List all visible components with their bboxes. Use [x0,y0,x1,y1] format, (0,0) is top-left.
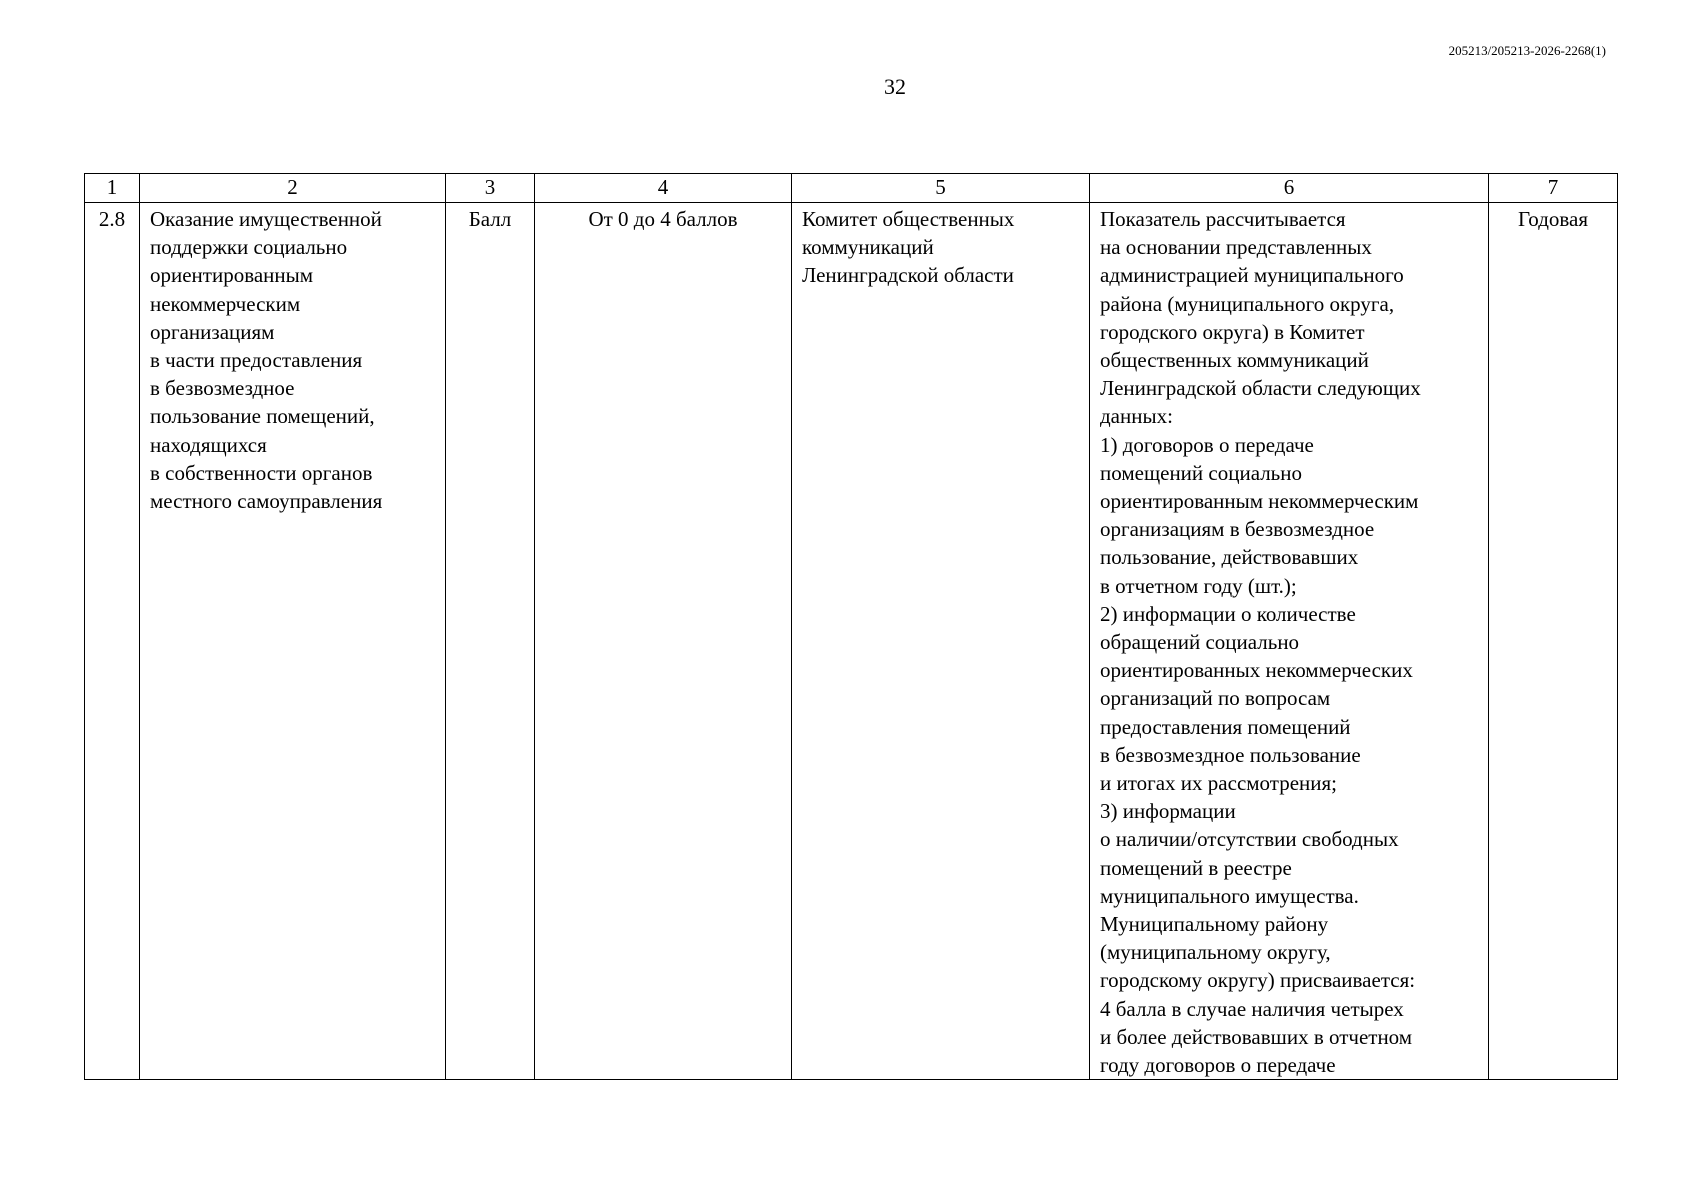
calculation-method-line: о наличии/отсутствии свободных [1100,827,1399,852]
indicator-name-line: местного самоуправления [150,489,383,514]
column-header-1: 1 [85,174,140,203]
column-header-2: 2 [140,174,446,203]
calculation-method-line: данных: [1100,404,1173,429]
calculation-method-line: городскому округу) присваивается: [1100,968,1416,993]
column-header-5: 5 [792,174,1090,203]
indicator-name-line: некоммерческим [150,291,301,316]
column-header-4: 4 [535,174,792,203]
calculation-method-line: обращений социально [1100,630,1300,655]
unit-cell: Балл [446,203,535,1080]
indicator-table [84,173,1618,1080]
calculation-method-line: общественных коммуникаций [1100,348,1369,373]
indicator-name-line: ориентированным [150,263,314,288]
row-number-cell: 2.8 [85,203,140,1080]
indicator-name-line: организациям [150,319,275,344]
calculation-method-line: Муниципальному району [1100,912,1329,937]
periodicity-cell: Годовая [1489,203,1618,1080]
calculation-method-line: 4 балла в случае наличия четырех [1100,996,1404,1021]
indicator-name-line: в собственности органов [150,460,373,485]
calculation-method-line: в отчетном году (шт.); [1100,573,1297,598]
calculation-method-line: помещений в реестре [1100,855,1292,880]
column-header-6: 6 [1090,174,1489,203]
calculation-method-line: в безвозмездное пользование [1100,742,1361,767]
indicator-name-line: поддержки социально [150,235,348,260]
calculation-method-line: и итогах их рассмотрения; [1100,771,1337,796]
calculation-method-line: помещений социально [1100,460,1303,485]
calculation-method-line: муниципального имущества. [1100,883,1359,908]
calculation-method-line: (муниципальному округу, [1100,940,1331,965]
responsible-line: коммуникаций [802,235,934,260]
calculation-method-line: городского округа) в Комитет [1100,319,1365,344]
calculation-method-line: Ленинградской области следующих [1100,376,1421,401]
column-header-3: 3 [446,174,535,203]
indicator-name-line: находящихся [150,432,267,457]
document-id: 205213/205213-2026-2268(1) [1448,43,1606,58]
calculation-method-line: 2) информации о количестве [1100,601,1356,626]
range-cell: От 0 до 4 баллов [535,203,792,1080]
responsible-line: Комитет общественных [802,207,1015,231]
table-row [85,203,1618,1080]
column-number-row [85,174,1618,203]
calculation-method-line: района (муниципального округа, [1100,291,1395,316]
calculation-method-line: и более действовавших в отчетном [1100,1024,1413,1049]
calculation-method-line: на основании представленных [1100,235,1372,260]
calculation-method-line: Показатель рассчитывается [1100,207,1346,231]
calculation-method-cell [1090,203,1489,1080]
calculation-method-line: организациям в безвозмездное [1100,517,1375,542]
indicator-name-line: в части предоставления [150,348,363,373]
indicator-name-line: Оказание имущественной [150,207,382,231]
calculation-method-line: пользование, действовавших [1100,545,1359,570]
indicator-name-line: в безвозмездное [150,376,295,401]
page-number: 32 [884,74,906,99]
calculation-method-line: 1) договоров о передаче [1100,432,1314,457]
column-header-7: 7 [1489,174,1618,203]
calculation-method-line: организаций по вопросам [1100,686,1331,711]
indicator-name-cell [140,203,446,1080]
indicator-name-line: пользование помещений, [150,404,375,429]
calculation-method-line: администрацией муниципального [1100,263,1404,288]
calculation-method-line: 3) информации [1100,799,1236,824]
calculation-method-line: ориентированных некоммерческих [1100,658,1413,683]
responsible-line: Ленинградской области [802,263,1014,288]
calculation-method-line: предоставления помещений [1100,714,1351,739]
calculation-method-line: ориентированным некоммерческим [1100,489,1419,514]
calculation-method-line: году договоров о передаче [1100,1053,1336,1078]
responsible-cell [792,203,1090,1080]
